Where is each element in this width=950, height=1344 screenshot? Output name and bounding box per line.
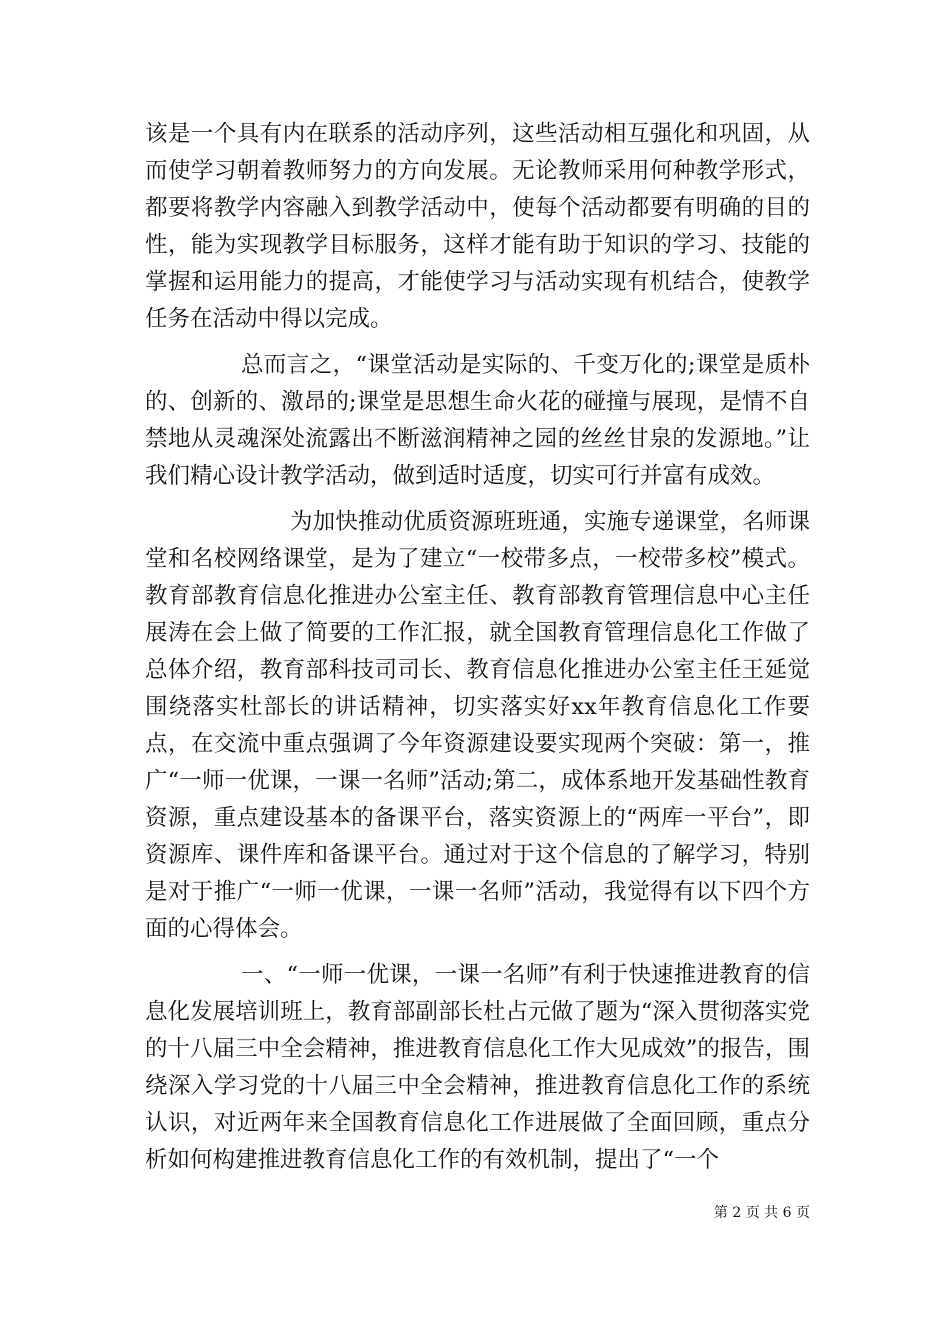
paragraph-3: 为加快推动优质资源班班通，实施专递课堂，名师课堂和名校网络课堂，是为了建立“一校带多点，一校带多校”模式。教育部教育信息化推进办公室主任、教育部教育管理信息中心主任展涛在会上做了简要的工作汇报，就全国教育管理信息化工作做了总体介绍，教育部科技司司长、教育信息化推进办公室主任王延觉围绕落实杜部长的讲话精神，切实落实好xx年教育信息化工作要点，在交流中重点强调了今年资源建设要实现两个突破：第一，推广“一师一优课，一课一名师”活动;第二，成体系地开发基础性教育资源，重点建设基本的备课平台，落实资源上的“两库一平台”，即资源库、课件库和备课平台。通过对于这个信息的了解学习，特别是对于推广“一师一优课，一课一名师”活动，我觉得有以下四个方面的心得体会。 <box>145 509 810 942</box>
page-number-footer: 第 2 页 共 6 页 <box>713 1205 810 1221</box>
paragraph-1: 该是一个具有内在联系的活动序列，这些活动相互强化和巩固，从而使学习朝着教师努力的方向发展。无论教师采用何种教学形式，都要将教学内容融入到教学活动中，使每个活动都要有明确的目的性，能为实现教学目标服务，这样才能有助于知识的学习、技能的掌握和运用能力的提高，才能使学习与活动实现有机结合，使教学任务在活动中得以完成。 <box>145 121 810 332</box>
paragraph-4: 一、“一师一优课，一课一名师”有利于快速推进教育的信息化发展培训班上，教育部副部长杜占元做了题为“深入贯彻落实党的十八届三中全会精神，推进教育信息化工作大见成效”的报告，围绕深入学习党的十八届三中全会精神，推进教育信息化工作的系统认识，对近两年来全国教育信息化工作进展做了全面回顾，重点分析如何构建推进教育信息化工作的有效机制，提出了“一个 <box>145 962 810 1173</box>
body-text <box>145 116 810 1179</box>
paragraph-2: 总而言之，“课堂活动是实际的、千变万化的;课堂是质朴的、创新的、激昂的;课堂是思想生命火花的碰撞与展现，是情不自禁地从灵魂深处流露出不断滋润精神之园的丝丝甘泉的发源地。”让我们精心设计教学活动，做到适时适度，切实可行并富有成效。 <box>145 352 810 489</box>
